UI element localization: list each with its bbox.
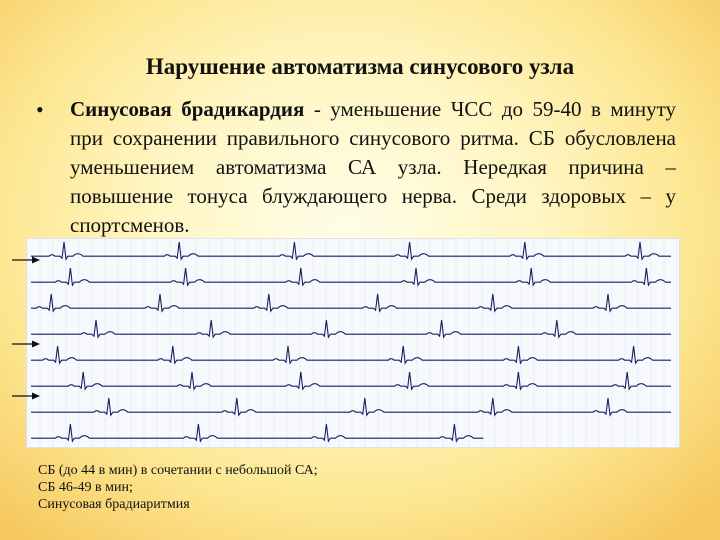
slide-title: Нарушение автоматизма синусового узла — [145, 54, 575, 79]
bullet-text — [70, 95, 676, 240]
ecg-caption — [38, 462, 458, 513]
ecg-trace-2 — [31, 268, 671, 285]
caption-line-2: СБ 46-49 в мин; — [38, 480, 133, 495]
arrow-icon-1 — [12, 255, 40, 265]
ecg-trace-7 — [31, 398, 671, 415]
ecg-strips — [27, 239, 679, 447]
term-sinus-bradycardia: Синусовая брадикардия — [70, 97, 305, 121]
caption-line-3: Синусовая брадиаритмия — [38, 497, 190, 512]
ecg-trace-4 — [31, 320, 671, 337]
caption-line-1: СБ (до 44 в мин) в сочетании с небольшой СА; — [38, 463, 318, 478]
ecg-trace-1 — [31, 242, 671, 259]
ecg-trace-3 — [31, 294, 671, 311]
bullet-icon: • — [36, 97, 44, 122]
definition-text: - уменьшение ЧСС до 59-40 в минуту при сохранении правильного синусового ритма. СБ обусловлена уменьшением автоматизма СА узла. Нередкая причина – повышение тонуса блуждающего нерва. Среди здоровых – у спортсменов. — [70, 97, 676, 237]
ecg-trace-8 — [31, 424, 483, 441]
arrow-icon-2 — [12, 339, 40, 349]
arrow-icon-3 — [12, 391, 40, 401]
ecg-trace-6 — [31, 372, 671, 389]
ecg-trace-5 — [31, 346, 671, 363]
ecg-figure — [26, 238, 680, 448]
bullet-item — [36, 95, 676, 240]
